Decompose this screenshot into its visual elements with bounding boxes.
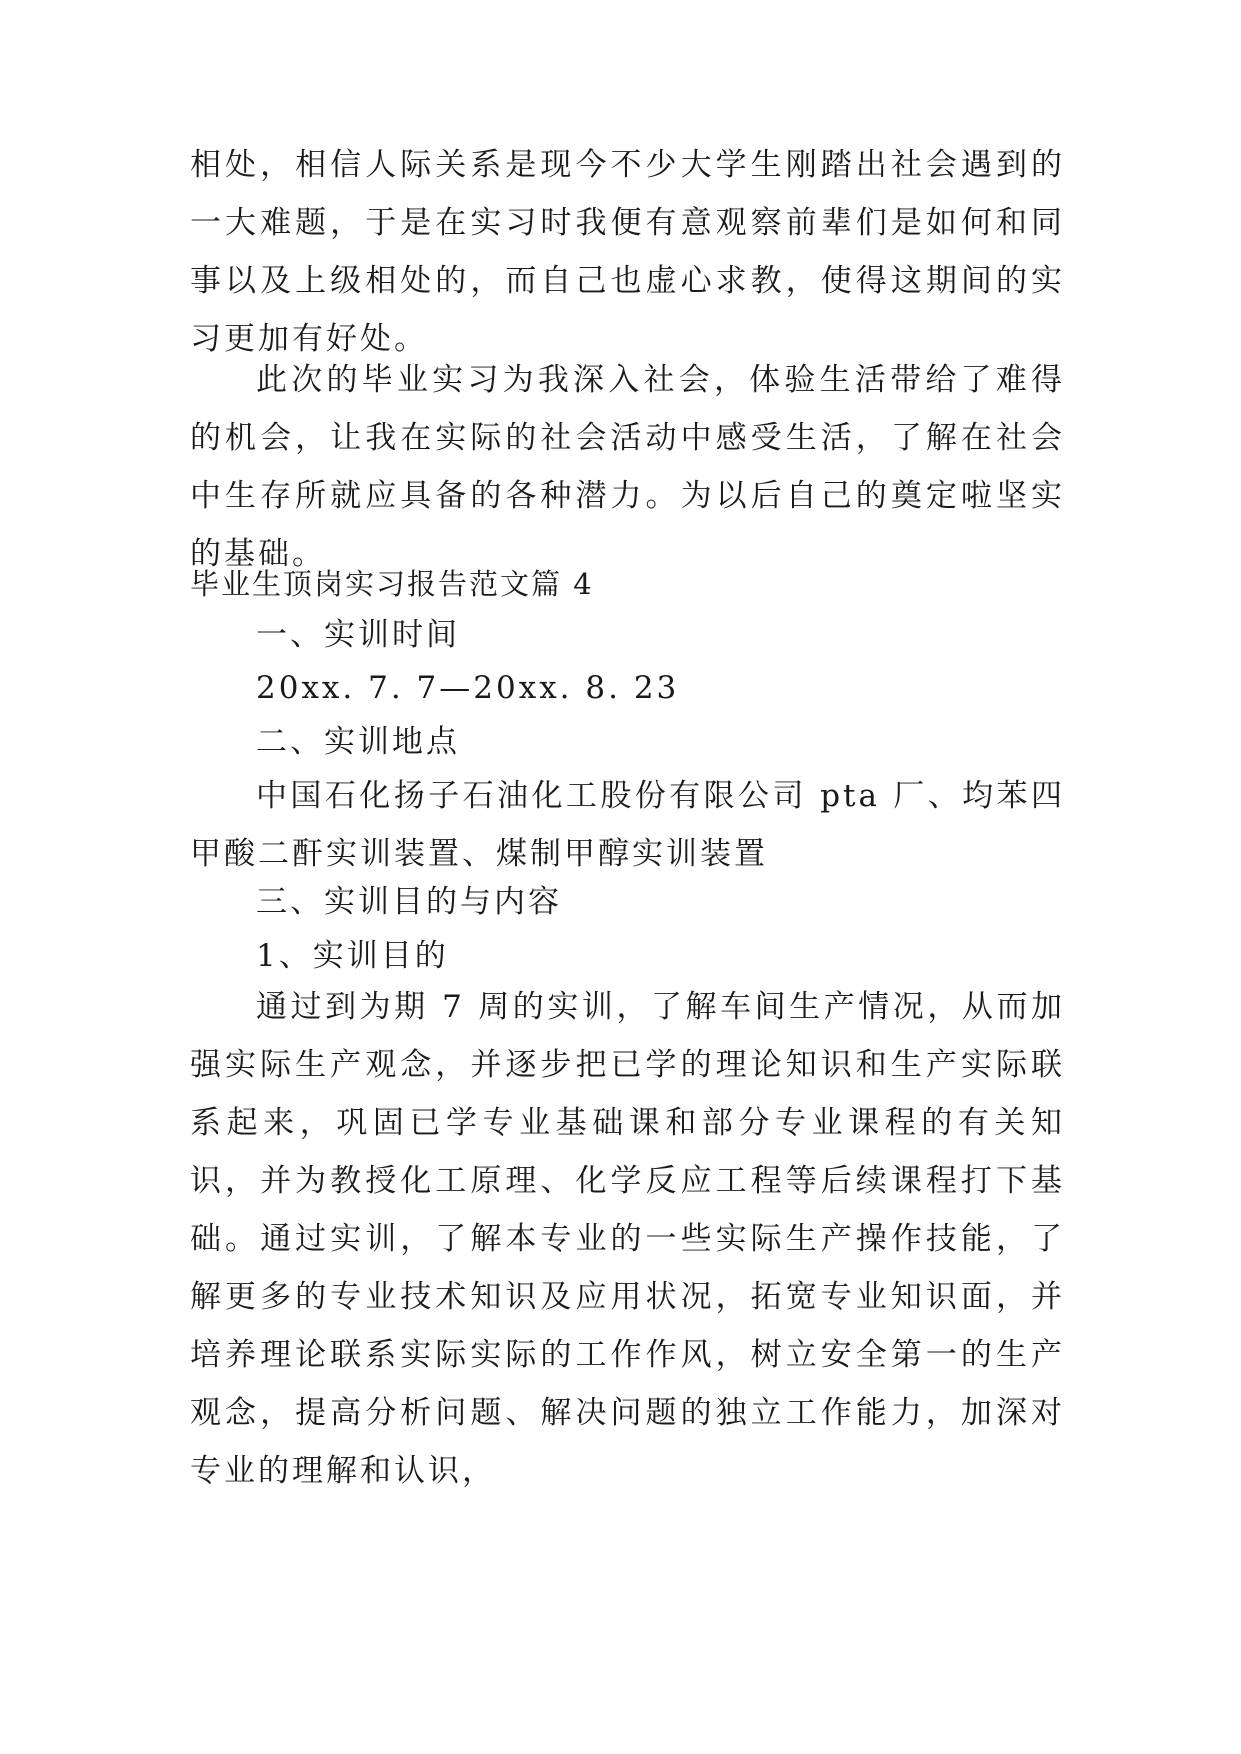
training-time-value: 20xx. 7. 7—20xx. 8. 23 [256, 670, 680, 706]
heading-purpose: 1、实训目的 [256, 938, 449, 974]
heading-purpose-and-content: 三、实训目的与内容 [256, 884, 562, 920]
heading-training-time: 一、实训时间 [256, 617, 460, 653]
heading-training-place: 二、实训地点 [256, 724, 460, 760]
paragraph-interpersonal: 相处，相信人际关系是现今不少大学生刚踏出社会遇到的一大难题，于是在实习时我便有意观察前辈们是如何和同事以及上级相处的，而自己也虚心求教，使得这期间的实习更加有好处。 [190, 147, 1065, 357]
section-title: 毕业生顶岗实习报告范文篇 4 [190, 567, 594, 601]
training-place-value: 中国石化扬子石油化工股份有限公司 pta 厂、均苯四甲酸二酐实训装置、煤制甲醇实训装置 [190, 778, 1065, 872]
paragraph-purpose: 通过到为期 7 周的实训，了解车间生产情况，从而加强实际生产观念，并逐步把已学的理论知识和生产实际联系起来，巩固已学专业基础课和部分专业课程的有关知识，并为教授化工原理、化学反应工程等后续课程打下基础。通过实训，了解本专业的一些实际生产操作技能，了解更多的专业技术知识及应用状况，拓宽专业知识面，并培养理论联系实际实际的工作作风，树立安全第一的生产观念，提高分析问题、解决问题的独立工作能力，加深对专业的理解和认识， [190, 989, 1065, 1489]
paragraph-conclusion: 此次的毕业实习为我深入社会，体验生活带给了难得的机会，让我在实际的社会活动中感受生活，了解在社会中生存所就应具备的各种潜力。为以后自己的奠定啦坚实的基础。 [190, 362, 1065, 572]
